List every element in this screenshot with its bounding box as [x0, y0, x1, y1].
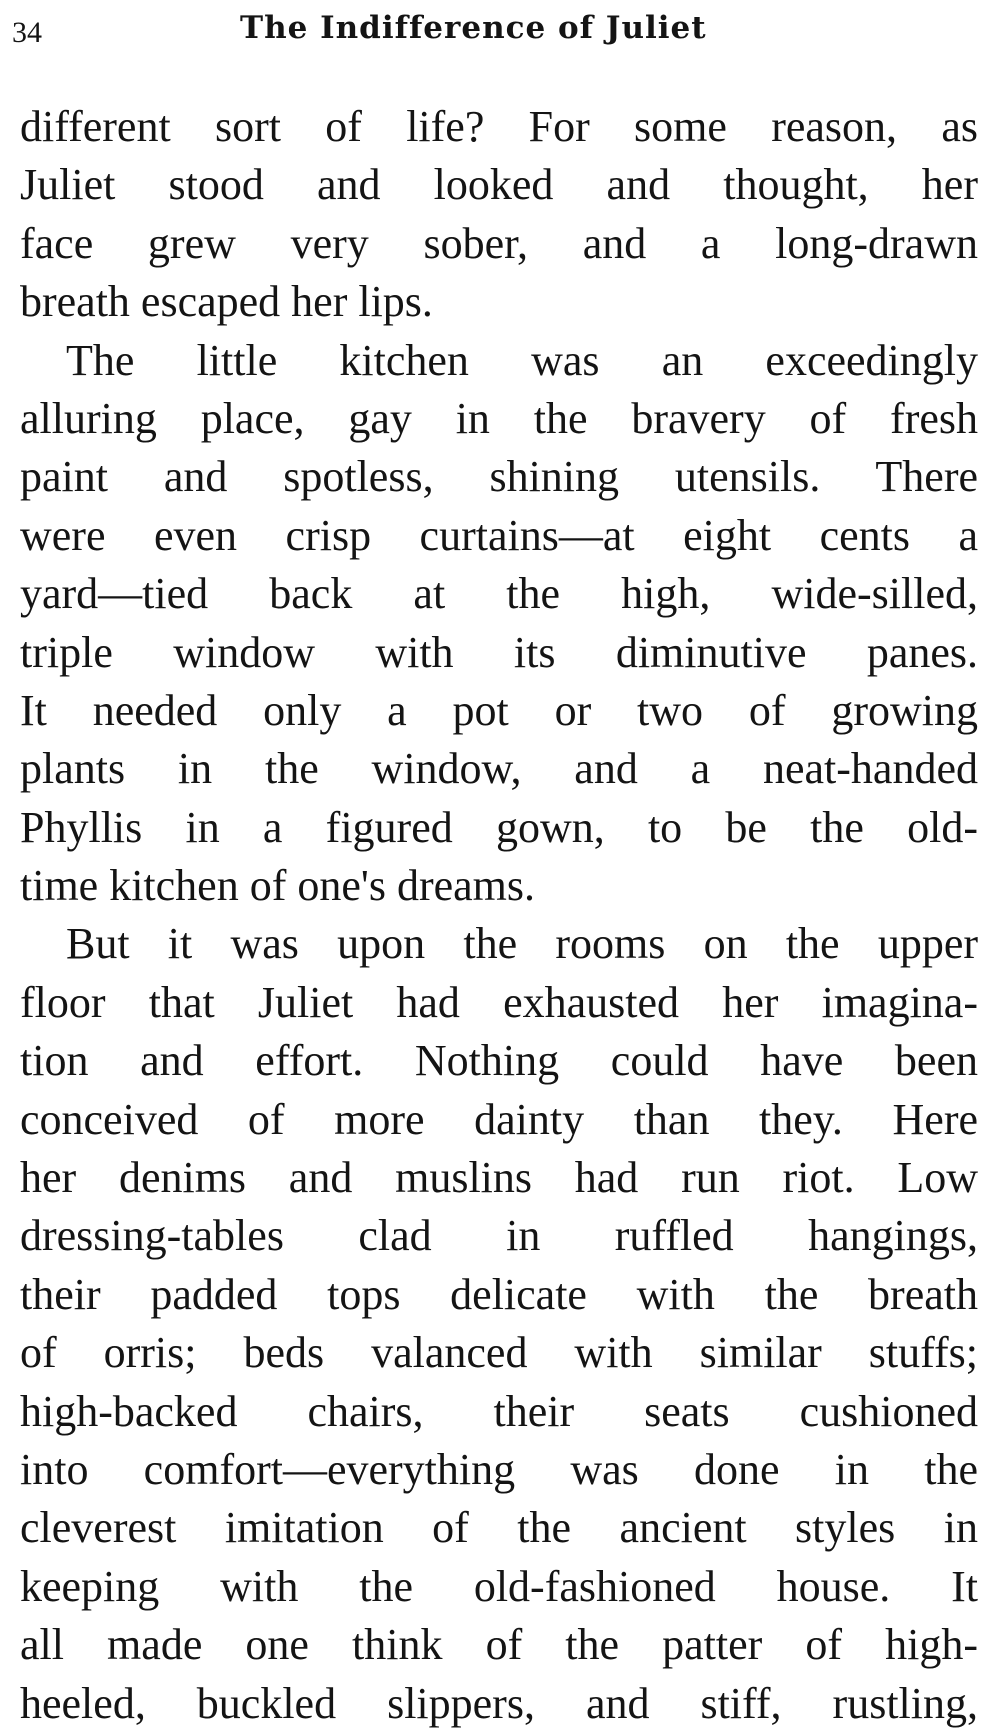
text-line: But it was upon the rooms on the upper [66, 919, 978, 969]
text-line: paint and spotless, shining utensils. There [20, 452, 978, 502]
running-title: The Indifference of Juliet [240, 10, 707, 46]
text-line: plants in the window, and a neat-handed [20, 744, 978, 794]
text-line: face grew very sober, and a long-drawn [20, 218, 978, 268]
text-line: were even crisp curtains—at eight cents a [20, 510, 978, 560]
text-line: different sort of life? For some reason, as [20, 102, 978, 151]
text-line: heeled, buckled slippers, and stiff, rustling, [20, 1678, 978, 1728]
text-line: dressing-tables clad in ruffled hangings, [20, 1211, 978, 1261]
text-line: conceived of more dainty than they. Here [20, 1094, 978, 1144]
text-line: breath escaped her lips. [20, 277, 433, 327]
text-line: triple window with its diminutive panes. [20, 627, 978, 677]
text-line: cleverest imitation of the ancient styles in [20, 1503, 978, 1553]
text-line: into comfort—everything was done in the [20, 1444, 978, 1494]
text-line: The little kitchen was an exceedingly [66, 335, 978, 385]
paragraph [20, 915, 978, 1732]
running-head [12, 4, 972, 52]
text-line: all made one think of the patter of high- [20, 1620, 978, 1670]
text-line: Phyllis in a figured gown, to be the old- [20, 802, 978, 852]
text-line: tion and effort. Nothing could have been [20, 1036, 978, 1086]
text-line: her denims and muslins had run riot. Low [20, 1153, 978, 1203]
text-line: keeping with the old-fashioned house. It [20, 1561, 978, 1611]
text-line: alluring place, gay in the bravery of fresh [20, 393, 978, 443]
text-line: time kitchen of one's dreams. [20, 861, 536, 911]
page-number: 34 [12, 16, 42, 49]
text-line: It needed only a pot or two of growing [20, 685, 978, 735]
text-line: floor that Juliet had exhausted her imagina- [20, 977, 978, 1027]
paragraph [20, 98, 978, 332]
text-line: high-backed chairs, their seats cushioned [20, 1386, 978, 1436]
text-line: their padded tops delicate with the breath [20, 1269, 978, 1319]
text-line: yard—tied back at the high, wide-silled, [20, 569, 978, 619]
body-text [20, 98, 978, 1733]
text-line: Juliet stood and looked and thought, her [20, 160, 978, 210]
text-line: of orris; beds valanced with similar stuffs; [20, 1328, 978, 1378]
paragraph [20, 332, 978, 916]
